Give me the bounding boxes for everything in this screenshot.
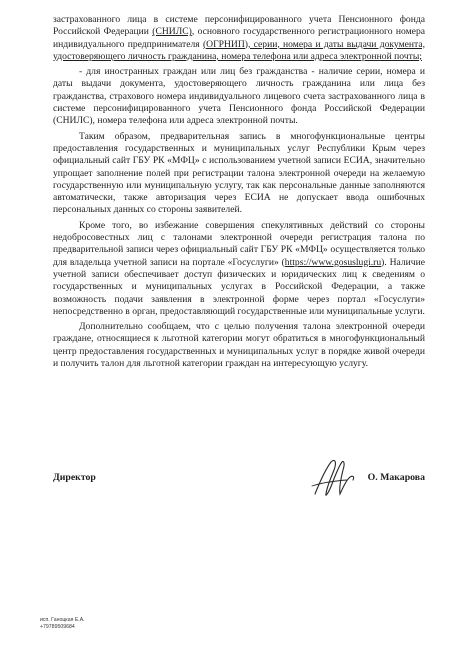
snils-underlined: (СНИЛС) [152, 26, 192, 38]
signer-title: Директор [53, 472, 96, 483]
paragraph-gosuslugi [53, 220, 425, 318]
handwritten-signature [309, 456, 359, 502]
gosuslugi-link[interactable]: https://www.gosuslugi.ru [284, 256, 382, 268]
signature-block [53, 466, 425, 506]
executor-name: исп. Ганоцкая Е.А. [40, 617, 85, 623]
paragraph-foreign-citizens: - для иностранных граждан или лиц без гражданства - наличие серии, номера и даты выдачи документа, удостоверяющего личность гражданина или лица без гражданства, страхового номера индивидуального лицевого счета застрахованного лица в системе персонифицированного учета Пенсионного фонда Российской Федерации (СНИЛС), номера телефона или адреса электронной почты. [53, 66, 425, 127]
paragraph-text: Кроме того, во избежание совершения спекулятивных действий со стороны недобросовестных лиц с талонами электронной очереди регистрация талона по предварительной записи через официальный сайт ГБУ РК «МФЦ» осуществляется только для владельца учетной записи на портале «Госуслуги» ( [53, 219, 425, 268]
executor-phone: +79789509684 [40, 624, 75, 630]
paragraph-text: , основного государственного регистрационного номера индивидуального предпринимателя [53, 26, 425, 50]
paragraph-identifiers [53, 14, 425, 63]
paragraph-privileged: Дополнительно сообщаем, что с целью получения талона электронной очереди граждане, относящиеся к льготной категории могут обратиться в многофункциональный центр предоставления государственных и муниципальных услуг в порядке живой очереди и получить талон для льготной категории граждан на интересующую услугу. [53, 321, 425, 370]
signer-name: О. Макарова [367, 472, 425, 483]
ogrnip-underlined: (ОГРНИП), серии, номера и даты выдачи документа, удостоверяющего личность гражданина, номера телефона или адреса электронной почты; [53, 38, 425, 62]
executor-info [40, 617, 85, 631]
paragraph-esia-booking: Таким образом, предварительная запись в многофункциональные центры предоставления государственных и муниципальных услуг Республики Крым через официальный сайт ГБУ РК «МФЦ» с использованием учетной записи ЕСИА, значительно упрощает заполнение полей при регистрации талона электронной очереди на желаемую государственную или муниципальную услугу, так как персональные данные заполняются автоматически, также авторизация через ЕСИА не допускает ввода ошибочных персональных данных со стороны заявителей. [53, 130, 425, 216]
paragraph-text: застрахованного лица в системе персонифицированного учета Пенсионного фонда Российской Федерации [53, 14, 425, 38]
paragraph-text: ). Наличие учетной записи обеспечивает доступ физических и юридических лиц к сведениям о государственных и муниципальных услугах в Российской Федерации, а также возможность подачи заявления в электронной форме через портал «Госуслуги» непосредственно в орган, предоставляющий государственные или муниципальные услуги. [53, 256, 425, 317]
